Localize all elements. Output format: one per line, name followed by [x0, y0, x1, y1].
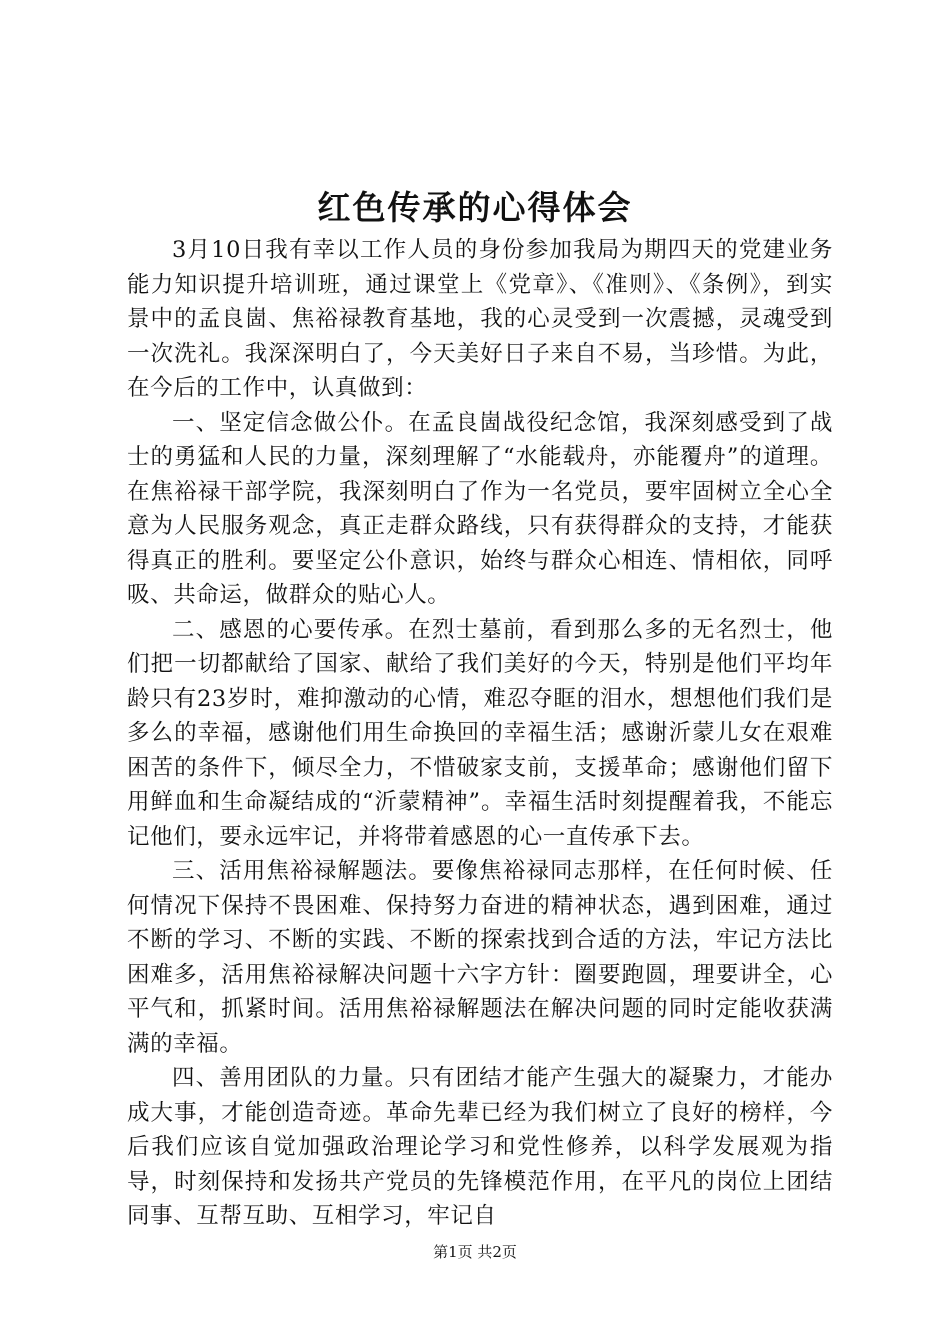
- paragraph-intro: 3月10日我有幸以工作人员的身份参加我局为期四天的党建业务能力知识提升培训班，通过课堂上《党章》、《准则》、《条例》，到实景中的孟良崮、焦裕禄教育基地，我的心灵受到一次震撼，灵魂受到一次洗礼。我深深明白了，今天美好日子来自不易，当珍惜。为此，在今后的工作中，认真做到：: [127, 237, 833, 401]
- document-body: [127, 233, 833, 1234]
- paragraph-section-1: 一、坚定信念做公仆。在孟良崮战役纪念馆，我深刻感受到了战士的勇猛和人民的力量，深刻理解了“水能载舟，亦能覆舟”的道理。在焦裕禄干部学院，我深刻明白了作为一名党员，要牢固树立全心全意为人民服务观念，真正走群众路线，只有获得群众的支持，才能获得真正的胜利。要坚定公仆意识，始终与群众心相连、情相依，同呼吸、共命运，做群众的贴心人。: [127, 409, 833, 608]
- document-title: 红色传承的心得体会: [317, 188, 633, 227]
- paragraph-section-4: 四、善用团队的力量。只有团结才能产生强大的凝聚力，才能办成大事，才能创造奇迹。革命先辈已经为我们树立了良好的榜样，今后我们应该自觉加强政治理论学习和党性修养，以科学发展观为指导，时刻保持和发扬共产党员的先锋模范作用，在平凡的岗位上团结同事、互帮互助、互相学习，牢记自: [127, 1065, 833, 1229]
- paragraph-section-3: 三、活用焦裕禄解题法。要像焦裕禄同志那样，在任何时候、任何情况下保持不畏困难、保持努力奋进的精神状态，遇到困难，通过不断的学习、不断的实践、不断的探索找到合适的方法，牢记方法比困难多，活用焦裕禄解决问题十六字方针：圈要跑圆，理要讲全，心平气和，抓紧时间。活用焦裕禄解题法在解决问题的同时定能收获满满的幸福。: [127, 858, 833, 1057]
- paragraph-section-2: 二、感恩的心要传承。在烈士墓前，看到那么多的无名烈士，他们把一切都献给了国家、献给了我们美好的今天，特别是他们平均年龄只有23岁时，难抑激动的心情，难忍夺眶的泪水，想想他们我们是多么的幸福，感谢他们用生命换回的幸福生活；感谢沂蒙儿女在艰难困苦的条件下，倾尽全力，不惜破家支前，支援革命；感谢他们留下用鲜血和生命凝结成的“沂蒙精神”。幸福生活时刻提醒着我，不能忘记他们，要永远牢记，并将带着感恩的心一直传承下去。: [127, 616, 833, 850]
- page-number-footer: 第1页 共2页: [433, 1243, 517, 1261]
